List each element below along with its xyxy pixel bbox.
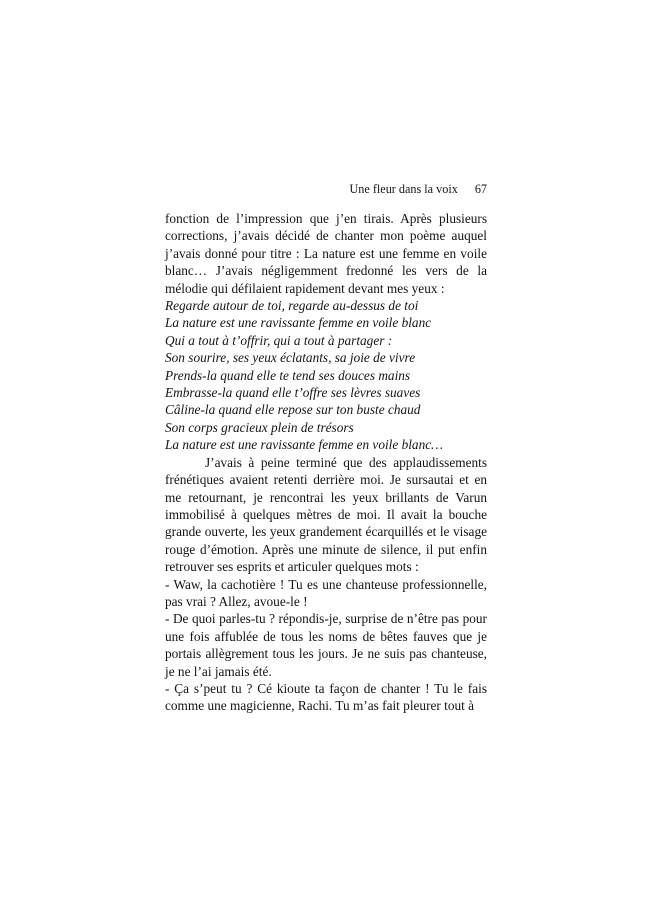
poem <box>165 297 487 454</box>
paragraph-dialogue: - De quoi parles-tu ? répondis-je, surprise de n’être pas pour une fois affublée de tous les noms de bêtes fauves que je portais allègrement tous les jours. Je ne suis pas chanteuse, je ne l’ai jamais été. <box>165 611 487 679</box>
page-header <box>165 182 487 197</box>
poem-line: Son sourire, ses yeux éclatants, sa joie de vivre <box>165 350 416 366</box>
text-column <box>165 182 487 715</box>
poem-line: Embrasse-la quand elle t’offre ses lèvres suaves <box>165 385 421 401</box>
running-title: Une fleur dans la voix <box>349 182 458 196</box>
poem-line: Câline-la quand elle repose sur ton buste chaud <box>165 402 421 418</box>
poem-line: La nature est une ravissante femme en voile blanc <box>165 315 432 331</box>
poem-line: La nature est une ravissante femme en voile blanc… <box>165 437 443 453</box>
paragraph-intro: fonction de l’impression que j’en tirais. Après plusieurs corrections, j’avais décidé de chanter mon poème auquel j’avais donné pour titre : La nature est une femme en voile blanc… J’avais négligemment fredonné les vers de la mélodie qui défilaient rapidement devant mes yeux : <box>165 211 487 296</box>
paragraph-narration: J’avais à peine terminé que des applaudissements frénétiques avaient retenti derrière moi. Je sursautai et en me retournant, je rencontrai les yeux brillants de Varun immobilisé à quelques mètres de moi. Il avait la bouche grande ouverte, les yeux grandement écarquillés et le visage rouge d’émotion. Après une minute de silence, il put enfin retrouver ses esprits et articuler quelques mots : <box>165 454 487 575</box>
poem-line: Qui a tout à t’offrir, qui a tout à partager : <box>165 332 393 348</box>
paragraph-dialogue: - Ça s’peut tu ? Cé kioute ta façon de chanter ! Tu le fais comme une magicienne, Rachi. Tu m’as fait pleurer tout à <box>165 680 487 714</box>
paragraph-dialogue: - Waw, la cachotière ! Tu es une chanteuse professionnelle, pas vrai ? Allez, avoue-le ! <box>165 576 487 609</box>
page-number: 67 <box>474 182 487 196</box>
poem-line: Son corps gracieux plein de trésors <box>165 419 354 435</box>
poem-line: Regarde autour de toi, regarde au-dessus de toi <box>165 298 419 314</box>
body-text <box>165 210 487 715</box>
poem-line: Prends-la quand elle te tend ses douces mains <box>165 367 411 383</box>
